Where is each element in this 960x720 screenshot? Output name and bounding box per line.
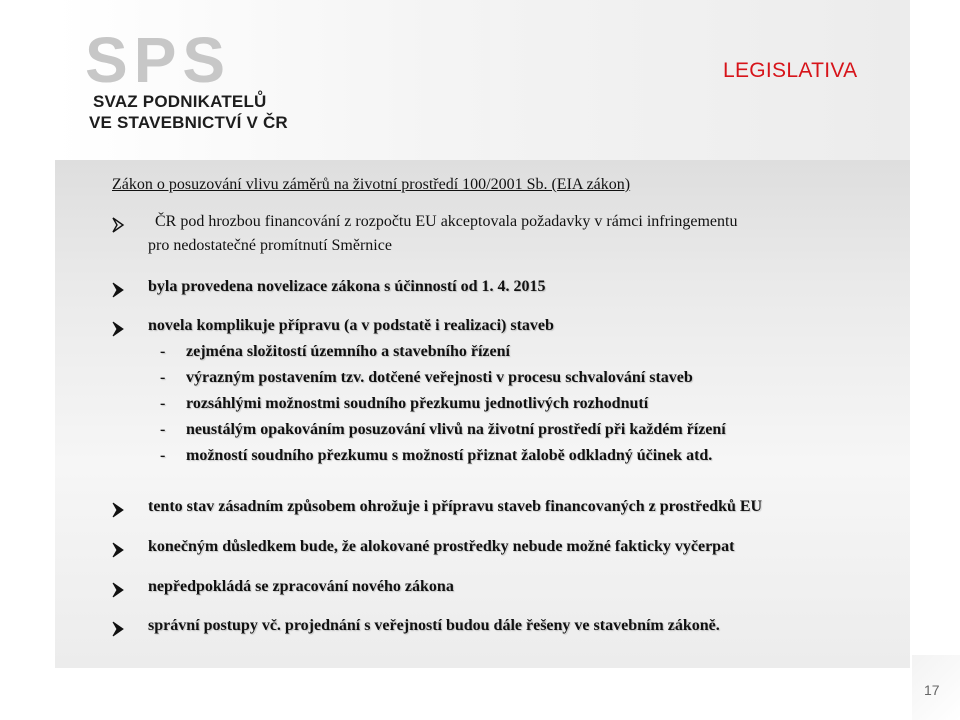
bullet-6-text: nepředpokládá se zpracování nového zákona	[148, 578, 454, 595]
sub-item-text: zejména složitostí územního a stavebního řízení	[186, 343, 510, 360]
bullet-1-line2: pro nedostatečné promítnutí Směrnice	[148, 237, 392, 254]
sub-item-4	[160, 421, 726, 439]
bullet-1-line1: ČR pod hrozbou financování z rozpočtu EU akceptovala požadavky v rámci infringementu	[155, 213, 738, 230]
section-title: LEGISLATIVA	[723, 59, 858, 82]
sub-item-3	[160, 395, 648, 413]
arrow-bullet-icon	[111, 281, 127, 299]
bullet-2-text: byla provedena novelizace zákona s účinností od 1. 4. 2015	[148, 278, 546, 295]
arrow-bullet-icon	[111, 620, 127, 638]
bullet-7-text: správní postupy vč. projednání s veřejností budou dále řešeny ve stavebním zákoně.	[148, 617, 720, 634]
sub-item-text: výrazným postavením tzv. dotčené veřejnosti v procesu schvalování staveb	[186, 369, 693, 386]
logo-line2: VE STAVEBNICTVÍ V ČR	[89, 113, 288, 132]
dash-marker: -	[160, 343, 166, 360]
sub-item-1	[160, 343, 510, 361]
bullet-5-text: konečným důsledkem bude, že alokované prostředky nebude možné fakticky vyčerpat	[148, 538, 735, 555]
sub-item-text: možností soudního přezkumu s možností přiznat žalobě odkladný účinek atd.	[186, 447, 713, 464]
logo-line1: SVAZ PODNIKATELŮ	[93, 92, 267, 111]
page-number: 17	[924, 682, 940, 698]
logo-letters: SPS	[85, 30, 232, 90]
arrow-bullet-icon	[111, 320, 127, 338]
arrow-bullet-icon	[111, 541, 127, 559]
sub-item-2	[160, 369, 693, 387]
dash-marker: -	[160, 421, 166, 438]
bullet-3-text: novela komplikuje přípravu (a v podstatě i realizaci) staveb	[148, 317, 554, 334]
slide-title: Zákon o posuzování vlivu záměrů na životní prostředí 100/2001 Sb. (EIA zákon)	[112, 176, 631, 193]
sub-item-text: neustálým opakováním posuzování vlivů na životní prostředí při každém řízení	[186, 421, 726, 438]
sub-item-5	[160, 447, 712, 465]
bullet-4-text: tento stav zásadním způsobem ohrožuje i přípravu staveb financovaných z prostředků EU	[148, 498, 763, 515]
arrow-bullet-icon	[111, 501, 127, 519]
arrow-bullet-icon	[111, 216, 127, 234]
sub-item-text: rozsáhlými možnostmi soudního přezkumu jednotlivých rozhodnutí	[186, 395, 649, 412]
dash-marker: -	[160, 369, 166, 386]
dash-marker: -	[160, 447, 166, 464]
dash-marker: -	[160, 395, 166, 412]
arrow-bullet-icon	[111, 581, 127, 599]
